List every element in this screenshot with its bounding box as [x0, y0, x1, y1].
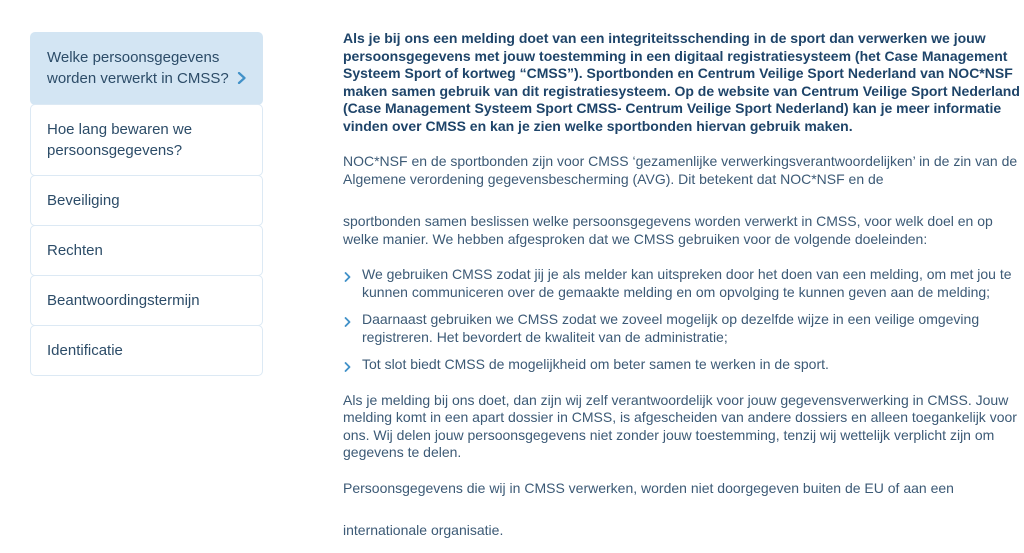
sidebar-item-label: Welke persoonsgegevens worden verwerkt in CMSS? — [47, 49, 229, 87]
chevron-bullet-icon — [344, 359, 351, 377]
chevron-bullet-icon — [344, 314, 351, 332]
paragraph: internationale organisatie. — [343, 522, 504, 538]
paragraph: NOC*NSF en de sportbonden zijn voor CMSS ‘gezamenlijke verwerkingsverantwoordelijken’ in de zin van de Algemene verordening gegevensbescherming (AVG). Dit betekent dat NOC*NSF en de — [343, 153, 1018, 187]
bullet-list — [343, 266, 1024, 374]
list-item-text: Daarnaast gebruiken we CMSS zodat we zoveel mogelijk op dezelfde wijze in een veilige omgeving registreren. Het bevordert de kwaliteit van de administratie; — [362, 311, 980, 345]
chevron-bullet-icon — [344, 269, 351, 287]
list-item — [343, 266, 1024, 301]
sidebar-item-hoe-lang-bewaren[interactable] — [30, 104, 263, 176]
sidebar-nav — [30, 33, 263, 376]
list-item-text: Tot slot biedt CMSS de mogelijkheid om beter samen te werken in de sport. — [362, 356, 829, 372]
list-item — [343, 311, 1024, 346]
sidebar-item-label: Hoe lang bewaren we persoonsgegevens? — [47, 121, 193, 159]
chevron-right-icon — [237, 69, 246, 90]
sidebar-item-welke-persoonsgegevens-worden[interactable] — [30, 32, 263, 105]
intro-paragraph: Als je bij ons een melding doet van een integriteitsschending in de sport dan verwerken we jouw persoonsgegevens met jouw toestemming in een digitaal registratiesysteem (het Case Management Systeem Sport of kortweg “CMSS”). Sportbonden en Centrum Veilige Sport Nederland van NOC*NSF maken samen gebruik van dit registratiesysteem. Op de website van Centrum Veilige Sport Nederland (Case Management Systeem Sport CMSS- Centrum Veilige Sport Nederland) kan je meer informatie vinden over CMSS en kan je zien welke sportbonden hiervan gebruik maken. — [343, 30, 1020, 134]
list-item-text: We gebruiken CMSS zodat jij je als melder kan uitspreken door het doen van een melding, om met jou te kunnen communiceren over de gemaakte melding en om opvolging te kunnen geven aan de melding; — [362, 266, 1012, 300]
sidebar-item-beveiliging[interactable] — [30, 175, 263, 226]
sidebar-item-label: Beantwoordingstermijn — [47, 292, 200, 309]
paragraph: Als je melding bij ons doet, dan zijn wij zelf verantwoordelijk voor jouw gegevensverwerking in CMSS. Jouw melding komt in een apart dossier in CMSS, is afgescheiden van andere dossiers en alleen toegankelijk voor ons. Wij delen jouw persoonsgegevens niet zonder jouw toestemming, tenzij wij wettelijk verplicht zijn om gegevens te delen. — [343, 391, 1017, 460]
sidebar-item-rechten[interactable] — [30, 225, 263, 276]
paragraph: Persoonsgegevens die wij in CMSS verwerken, worden niet doorgegeven buiten de EU of aan een — [343, 479, 954, 496]
sidebar-item-identificatie[interactable] — [30, 325, 263, 376]
sidebar-item-label: Beveiliging — [47, 192, 120, 209]
sidebar-item-beantwoordingstermijn[interactable] — [30, 275, 263, 326]
sidebar-item-label: Identificatie — [47, 342, 123, 359]
list-item — [343, 356, 1024, 374]
main-content — [343, 30, 1024, 540]
sidebar-item-label: Rechten — [47, 242, 103, 259]
paragraph: sportbonden samen beslissen welke persoonsgegevens worden verwerkt in CMSS, voor welk doel en op welke manier. We hebben afgesproken dat we CMSS gebruiken voor de volgende doeleinden: — [343, 213, 993, 247]
